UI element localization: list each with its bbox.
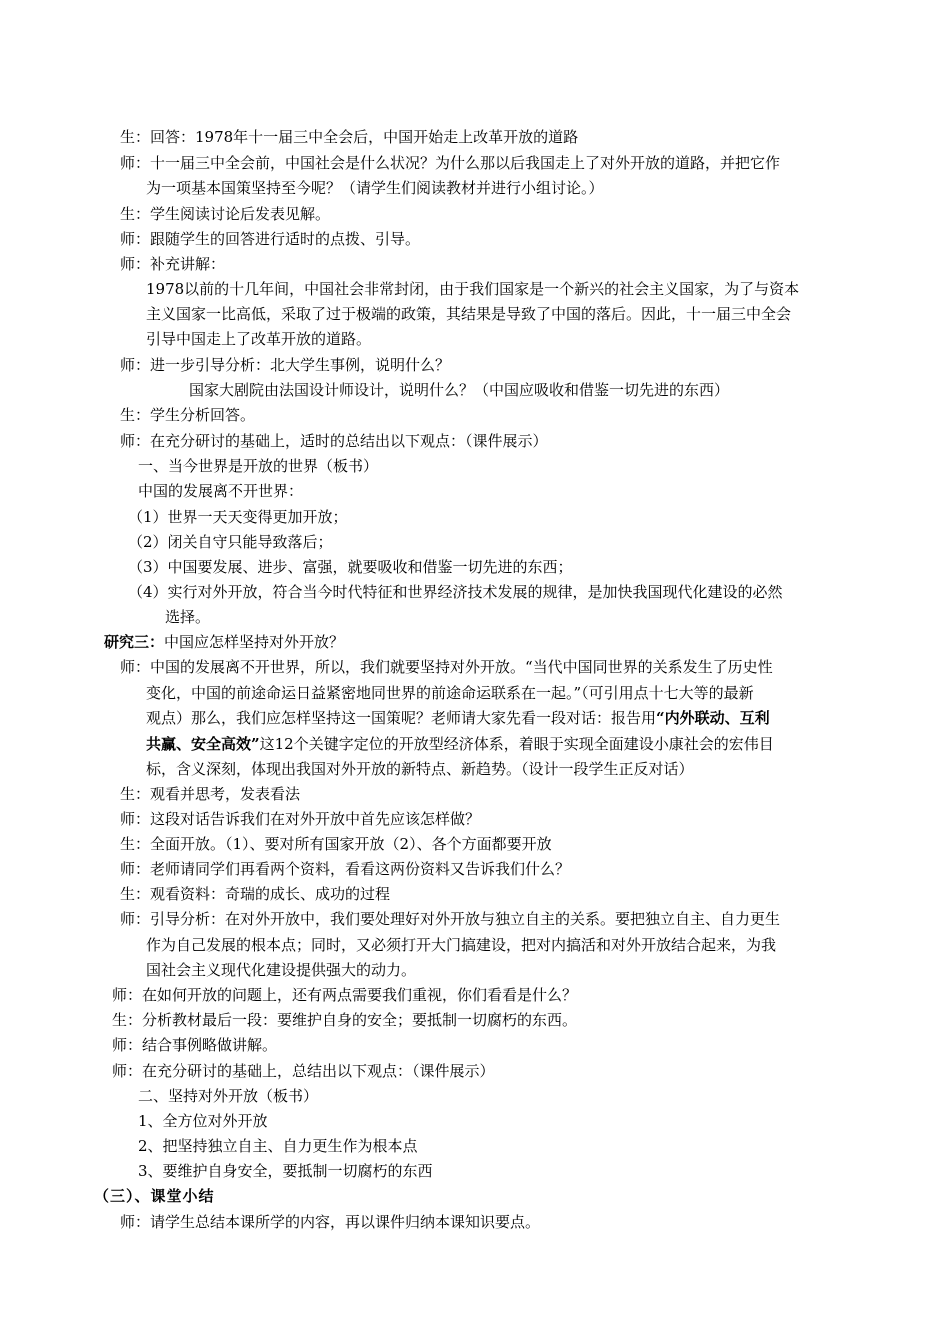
line-18: （3）中国要发展、进步、富强，就要吸收和借鉴一切先进的东西； (128, 558, 573, 576)
line-41: 2、把坚持独立自主、自力更生作为根本点 (138, 1137, 418, 1155)
line-4: 生：学生阅读讨论后发表见解。 (120, 205, 331, 223)
line-25-bold: 共赢、安全高效” (146, 735, 260, 753)
line-3: 为一项基本国策坚持至今呢？（请学生们阅读教材并进行小组讨论。） (146, 179, 604, 197)
line-29: 生：全面开放。（1）、要对所有国家开放（2）、各个方面都要开放 (120, 835, 552, 853)
line-14: 一、当今世界是开放的世界（板书） (138, 457, 379, 475)
line-24-text: 观点）那么，我们应怎样坚持这一国策呢？老师请大家先看一段对话：报告用 (146, 709, 657, 727)
line-28: 师：这段对话告诉我们在对外开放中首先应该怎样做？ (120, 810, 481, 828)
line-7: 1978以前的十几年间，中国社会非常封闭，由于我们国家是一个新兴的社会主义国家，为了与资本 (146, 280, 800, 298)
line-6: 师：补充讲解： (120, 255, 226, 273)
line-24 (146, 708, 770, 728)
line-10: 师：进一步引导分析：北大学生事例，说明什么？ (120, 356, 451, 374)
line-42: 3、要维护自身安全，要抵制一切腐朽的东西 (138, 1162, 433, 1180)
line-38: 师：在充分研讨的基础上，总结出以下观点：（课件展示） (112, 1062, 495, 1080)
line-32: 师：引导分析：在对外开放中，我们要处理好对外开放与独立自主的关系。要把独立自主、自力更生 (120, 910, 781, 928)
line-22: 师：中国的发展离不开世界，所以，我们就要坚持对外开放。“当代中国同世界的关系发生了历史性 (120, 658, 773, 676)
line-34: 国社会主义现代化建设提供强大的动力。 (146, 961, 417, 979)
line-44: 师：请学生总结本课所学的内容，再以课件归纳本课知识要点。 (120, 1213, 541, 1231)
line-27: 生：观看并思考，发表看法 (120, 785, 301, 803)
line-31: 生：观看资料：奇瑞的成长、成功的过程 (120, 885, 391, 903)
line-16: （1）世界一天天变得更加开放； (128, 508, 348, 526)
line-1: 生：回答：1978年十一届三中全会后，中国开始走上改革开放的道路 (120, 128, 579, 146)
section-heading-summary: （三）、课堂小结 (94, 1187, 215, 1205)
line-15: 中国的发展离不开世界： (138, 482, 304, 500)
line-9: 引导中国走上了改革开放的道路。 (146, 330, 372, 348)
line-40: 1、全方位对外开放 (138, 1112, 268, 1130)
line-37: 师：结合事例略做讲解。 (112, 1036, 278, 1054)
line-20: 选择。 (165, 608, 211, 626)
line-30: 师：老师请同学们再看两个资料，看看这两份资料又告诉我们什么？ (120, 860, 571, 878)
line-5: 师：跟随学生的回答进行适时的点拨、引导。 (120, 230, 421, 248)
line-8: 主义国家一比高低，采取了过于极端的政策，其结果是导致了中国的落后。因此，十一届三中全会 (146, 305, 792, 323)
line-17: （2）闭关自守只能导致落后； (128, 533, 333, 551)
line-13: 师：在充分研讨的基础上，适时的总结出以下观点：（课件展示） (120, 432, 548, 450)
line-39: 二、坚持对外开放（板书） (138, 1087, 319, 1105)
research-heading: 研究三： (104, 633, 165, 651)
line-21 (104, 632, 344, 652)
line-25 (146, 734, 774, 754)
line-2: 师：十一届三中全会前，中国社会是什么状况？为什么那以后我国走上了对外开放的道路，并把它作 (120, 154, 781, 172)
line-24-bold: “内外联动、互利 (656, 709, 770, 727)
line-36: 生：分析教材最后一段：要维护自身的安全；要抵制一切腐朽的东西。 (112, 1011, 578, 1029)
line-11: 国家大剧院由法国设计师设计，说明什么？（中国应吸收和借鉴一切先进的东西） (189, 381, 730, 399)
research-question: 中国应怎样坚持对外开放？ (164, 633, 345, 651)
line-23: 变化，中国的前途命运日益紧密地同世界的前途命运联系在一起。”（可引用点十七大等的最新 (146, 684, 754, 702)
line-19: （4）实行对外开放，符合当今时代特征和世界经济技术发展的规律，是加快我国现代化建设的必然 (128, 583, 783, 601)
line-12: 生：学生分析回答。 (120, 406, 256, 424)
line-25-text: 这12个关键字定位的开放型经济体系，着眼于实现全面建设小康社会的宏伟目 (259, 735, 774, 753)
line-35: 师：在如何开放的问题上，还有两点需要我们重视，你们看看是什么？ (112, 986, 578, 1004)
line-26: 标，含义深刻，体现出我国对外开放的新特点、新趋势。（设计一段学生正反对话） (146, 760, 694, 778)
line-33: 作为自己发展的根本点；同时，又必须打开大门搞建设，把对内搞活和对外开放结合起来，为我 (146, 936, 777, 954)
